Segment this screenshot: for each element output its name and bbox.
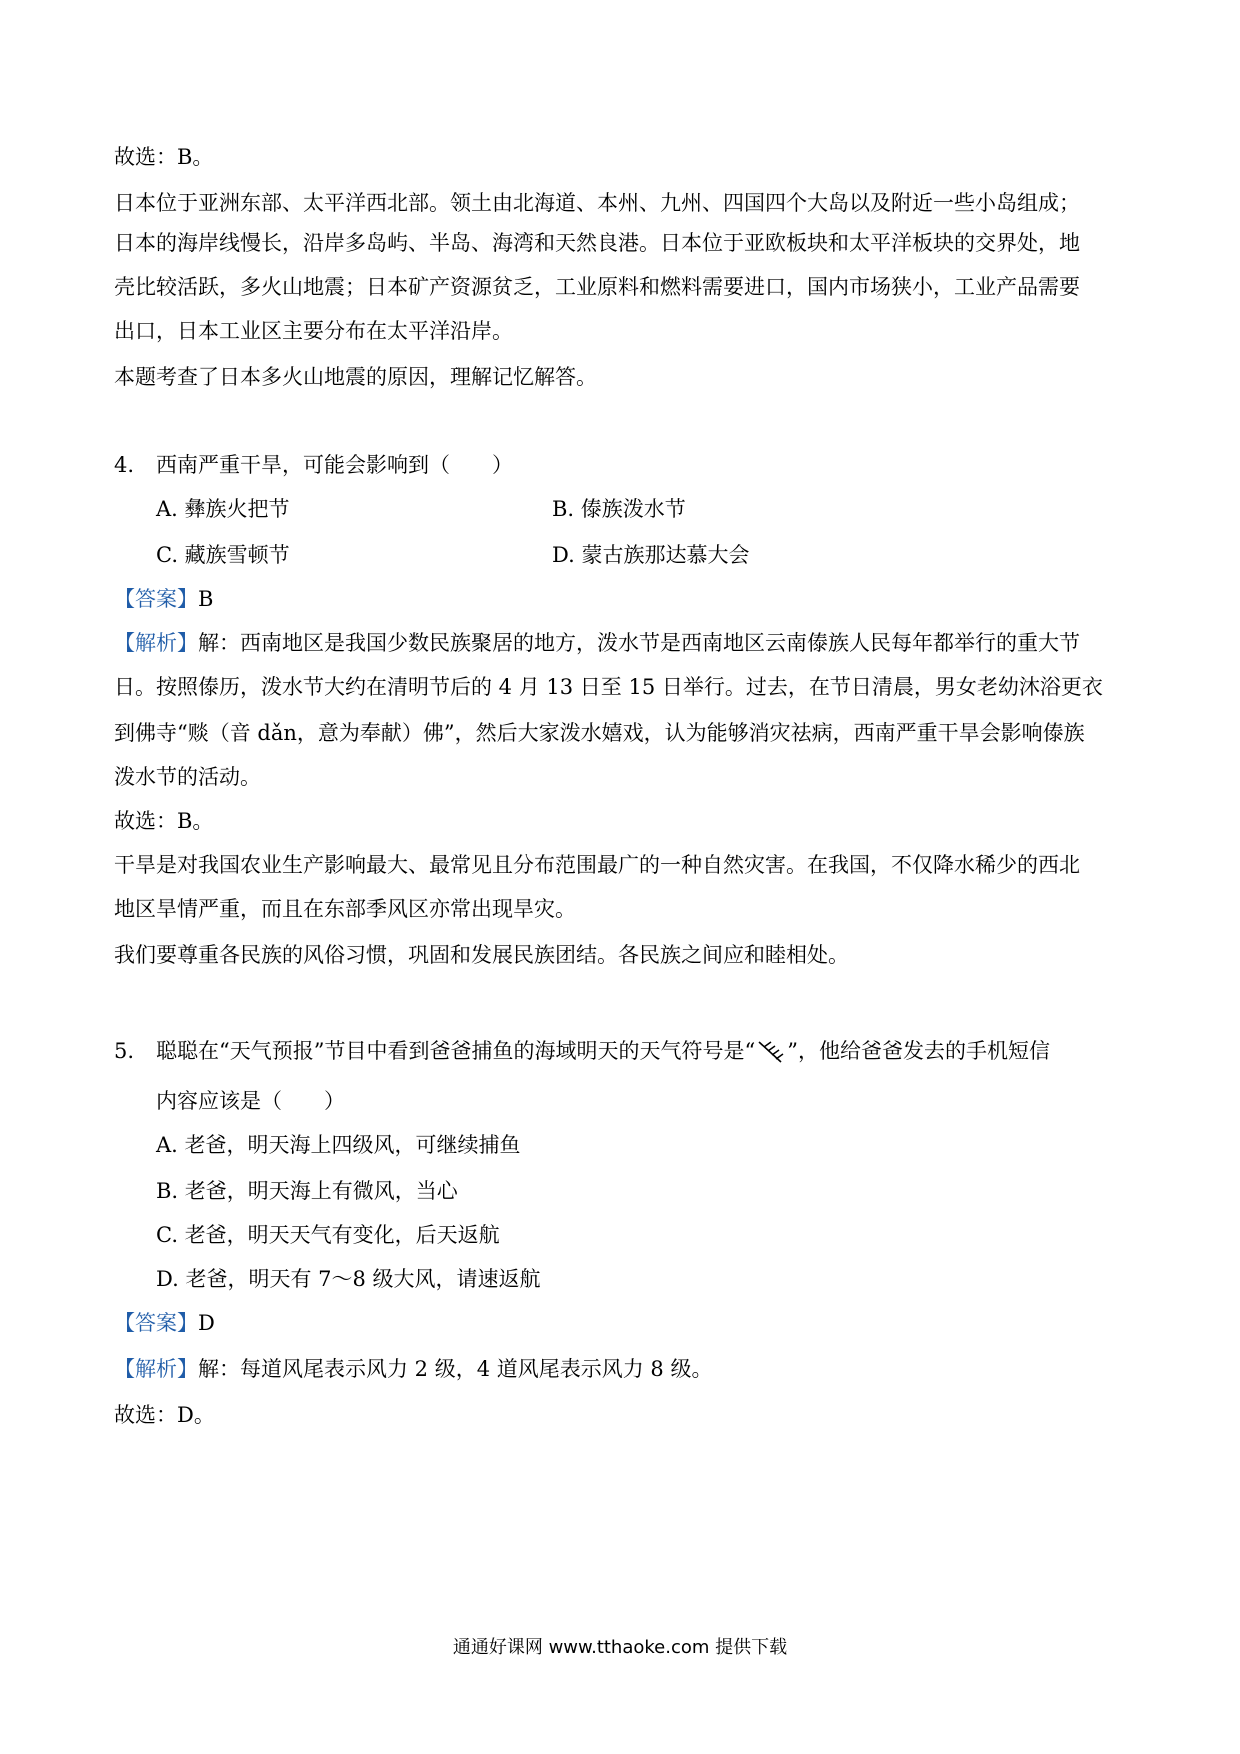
- option-a: A. 彝族火把节: [156, 497, 290, 521]
- choose-line: 故选：B。: [114, 809, 214, 833]
- page-footer: 通通好课网 www.tthaoke.com 提供下载: [452, 1637, 788, 1658]
- stem-part: 聪聪在“天气预报”节目中看到爸爸捕鱼的海域明天的天气符号是“: [156, 1039, 756, 1063]
- analysis-tag: 【解析】: [114, 1357, 198, 1381]
- option-b: B. 傣族泼水节: [552, 497, 686, 521]
- option-d: D. 老爸，明天有 7～8 级大风，请速返航: [156, 1267, 541, 1291]
- prev-paragraph-line: 壳比较活跃，多火山地震；日本矿产资源贫乏，工业原料和燃料需要进口，国内市场狭小，工业产品需要: [114, 275, 1080, 299]
- option-a: A. 老爸，明天海上四级风，可继续捕鱼: [156, 1133, 521, 1157]
- option-c: C. 老爸，明天天气有变化，后天返航: [156, 1223, 500, 1247]
- question-stem-cont: 内容应该是（ ）: [156, 1089, 345, 1113]
- choose-line: 故选：D。: [114, 1403, 215, 1427]
- question-stem: 西南严重干旱，可能会影响到（ ）: [156, 453, 513, 477]
- question-number: 5.: [114, 1039, 135, 1063]
- answer-tag: 【答案】: [114, 587, 198, 611]
- answer-line: [114, 584, 213, 614]
- analysis-tag: 【解析】: [114, 631, 198, 655]
- prev-paragraph-line: 日本的海岸线慢长，沿岸多岛屿、半岛、海湾和天然良港。日本位于亚欧板块和太平洋板块的交界处，地: [114, 231, 1080, 255]
- explanation-line: 我们要尊重各民族的风俗习惯，巩固和发展民族团结。各民族之间应和睦相处。: [114, 943, 849, 967]
- analysis-line: [114, 1354, 712, 1384]
- prev-paragraph-line: 日本位于亚洲东部、太平洋西北部。领土由北海道、本州、九州、四国四个大岛以及附近一些小岛组成；: [114, 191, 1080, 215]
- option-b: B. 老爸，明天海上有微风，当心: [156, 1179, 458, 1203]
- option-c: C. 藏族雪顿节: [156, 543, 290, 567]
- wind-symbol-icon: [755, 1036, 787, 1066]
- analysis-text: 解：每道风尾表示风力 2 级，4 道风尾表示风力 8 级。: [198, 1357, 713, 1381]
- question-number: 4.: [114, 453, 135, 477]
- prev-choose: 故选：B。: [114, 145, 214, 169]
- analysis-line: 泼水节的活动。: [114, 765, 261, 789]
- analysis-text: 解：西南地区是我国少数民族聚居的地方，泼水节是西南地区云南傣族人民每年都举行的重大节: [198, 631, 1080, 655]
- analysis-line: 到佛寺“赕（音 dǎn，意为奉献）佛”，然后大家泼水嬉戏，认为能够消灾祛病，西南严重干旱会影响傣族: [114, 721, 1085, 745]
- analysis-line: 日。按照傣历，泼水节大约在清明节后的 4 月 13 日至 15 日举行。过去，在节日清晨，男女老幼沐浴更衣: [114, 675, 1103, 699]
- answer-tag: 【答案】: [114, 1311, 198, 1335]
- answer-value: D: [198, 1311, 215, 1335]
- option-d: D. 蒙古族那达慕大会: [552, 543, 750, 567]
- stem-part: ”，他给爸爸发去的手机短信: [787, 1039, 1050, 1063]
- answer-value: B: [198, 587, 214, 611]
- answer-line: [114, 1308, 215, 1338]
- prev-paragraph-line: 出口，日本工业区主要分布在太平洋沿岸。: [114, 319, 513, 343]
- prev-summary: 本题考查了日本多火山地震的原因，理解记忆解答。: [114, 365, 597, 389]
- explanation-line: 地区旱情严重，而且在东部季风区亦常出现旱灾。: [114, 897, 576, 921]
- explanation-line: 干旱是对我国农业生产影响最大、最常见且分布范围最广的一种自然灾害。在我国，不仅降水稀少的西北: [114, 853, 1080, 877]
- question-stem: [156, 1036, 1050, 1066]
- analysis-line: [114, 628, 1080, 658]
